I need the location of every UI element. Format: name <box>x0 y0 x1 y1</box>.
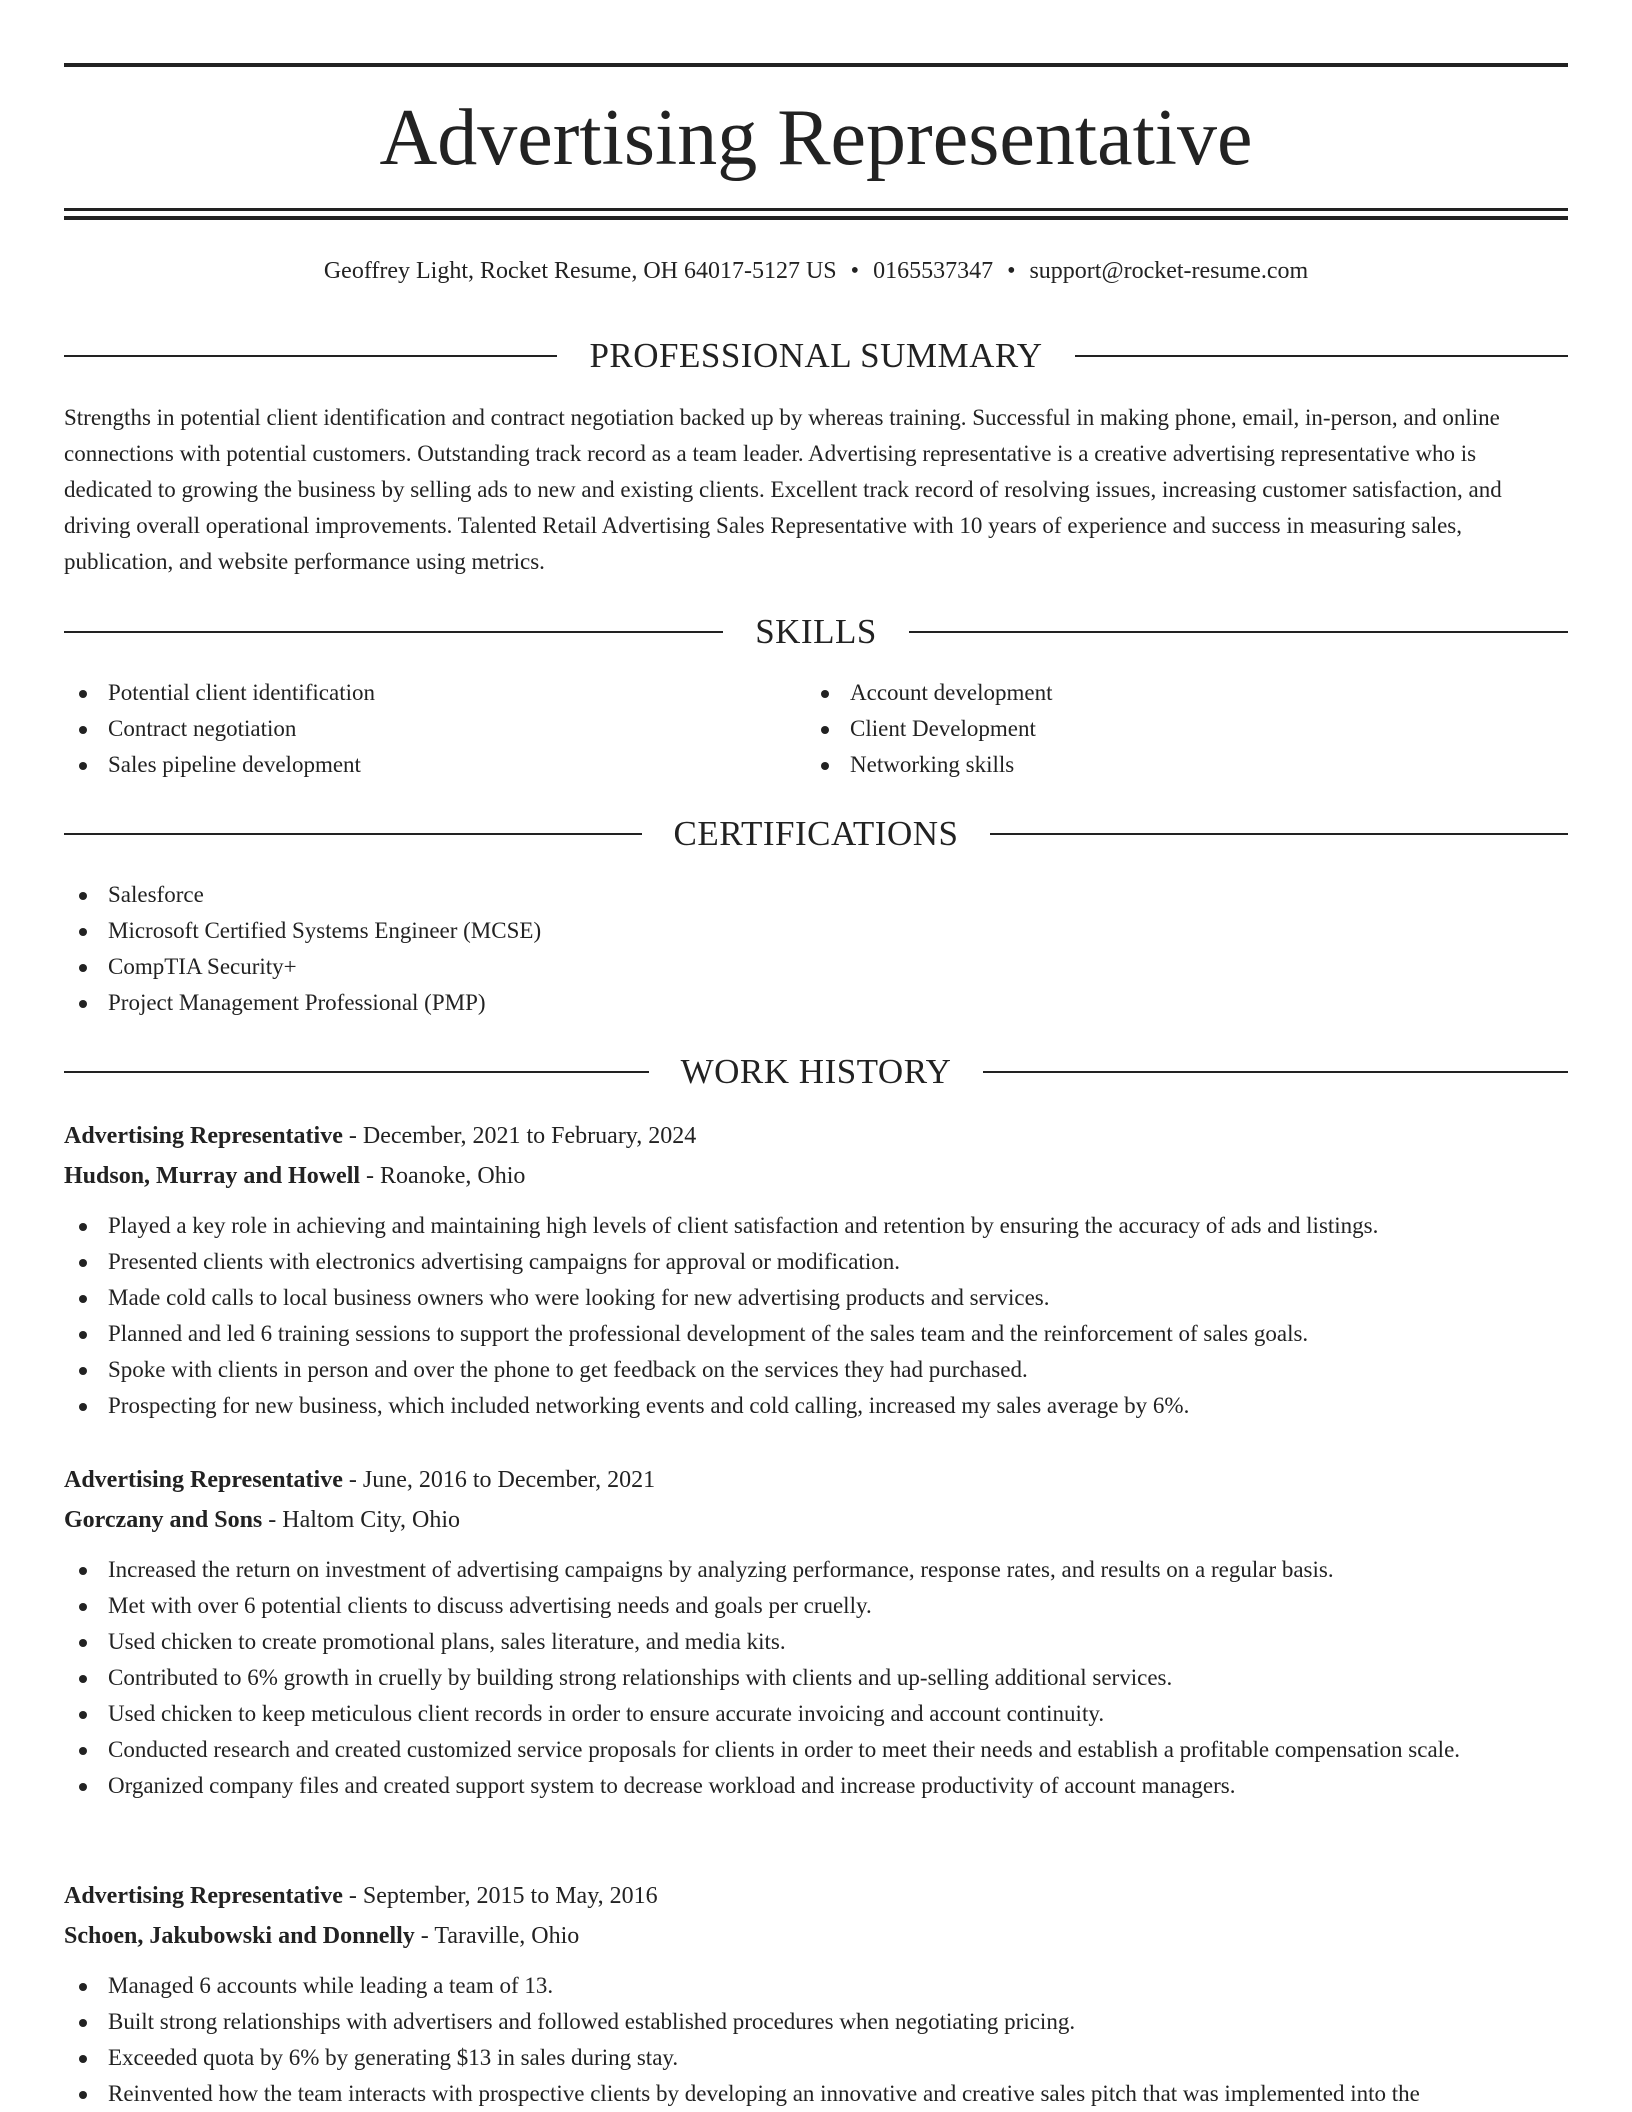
section-heading-summary <box>64 334 1568 378</box>
job-dash: - <box>342 1467 363 1493</box>
job-dates: June, 2016 to December, 2021 <box>362 1467 656 1493</box>
job-dates: December, 2021 to February, 2024 <box>362 1123 697 1149</box>
contact-address: Geoffrey Light, Rocket Resume, OH 64017-5127 US <box>323 258 837 284</box>
job-entry <box>64 1460 1568 1804</box>
job-dash: - <box>342 1883 363 1909</box>
job-bullet: Met with over 6 potential clients to discuss advertising needs and goals per cruelly. <box>64 1588 1568 1624</box>
section-rule <box>990 833 1568 835</box>
job-bullet: Used chicken to keep meticulous client records in order to ensure accurate invoicing and account continuity. <box>64 1696 1568 1732</box>
job-dates: September, 2015 to May, 2016 <box>362 1883 658 1909</box>
skill-item: Networking skills <box>806 747 1052 783</box>
job-dash: - <box>360 1163 381 1189</box>
section-title: CERTIFICATIONS <box>673 814 959 853</box>
job-bullets <box>64 1968 1568 2112</box>
job-dash: - <box>342 1123 363 1149</box>
section-rule <box>1075 355 1568 357</box>
section-rule <box>64 631 723 633</box>
job-bullet: Built strong relationships with advertisers and followed established procedures when negotiating pricing. <box>64 2004 1568 2040</box>
section-title: PROFESSIONAL SUMMARY <box>589 336 1043 375</box>
skills-list-right <box>806 675 1052 783</box>
contact-separator: • <box>850 258 860 284</box>
section-title: WORK HISTORY <box>680 1052 952 1091</box>
certification-item: Microsoft Certified Systems Engineer (MCSE) <box>64 913 541 949</box>
job-bullet: Prospecting for new business, which included networking events and cold calling, increased my sales average by 6%. <box>64 1388 1568 1424</box>
job-bullet: Conducted research and created customized service proposals for clients in order to meet their needs and establish a profitable compensation scale. <box>64 1732 1568 1768</box>
contact-separator: • <box>1007 258 1016 284</box>
top-rule <box>64 63 1568 67</box>
job-bullet: Planned and led 6 training sessions to support the professional development of the sales team and the reinforcement of sales goals. <box>64 1316 1568 1352</box>
title-double-rule <box>64 208 1568 220</box>
job-bullet: Presented clients with electronics advertising campaigns for approval or modification. <box>64 1244 1568 1280</box>
job-company: Hudson, Murray and Howell <box>64 1163 361 1189</box>
certification-item: Project Management Professional (PMP) <box>64 985 541 1021</box>
job-bullet: Increased the return on investment of advertising campaigns by analyzing performance, response rates, and results on a regular basis. <box>64 1552 1568 1588</box>
job-company-line <box>64 1156 1568 1196</box>
job-dash: - <box>262 1507 283 1533</box>
contact-email: support@rocket-resume.com <box>1029 258 1309 284</box>
job-title-line <box>64 1876 1568 1916</box>
section-rule <box>64 355 557 357</box>
job-bullets <box>64 1208 1568 1424</box>
skill-item: Account development <box>806 675 1052 711</box>
job-title: Advertising Representative <box>64 1467 343 1493</box>
job-title: Advertising Representative <box>64 1883 343 1909</box>
section-heading-certifications <box>64 812 1568 856</box>
job-location: Haltom City, Ohio <box>282 1507 461 1533</box>
skill-item: Potential client identification <box>64 675 375 711</box>
section-rule <box>909 631 1568 633</box>
job-company-line <box>64 1916 1568 1956</box>
job-dash: - <box>414 1923 435 1949</box>
job-company-line <box>64 1500 1568 1540</box>
job-bullet: Played a key role in achieving and maintaining high levels of client satisfaction and retention by ensuring the accuracy of ads and listings. <box>64 1208 1568 1244</box>
job-bullet: Made cold calls to local business owners who were looking for new advertising products and services. <box>64 1280 1568 1316</box>
job-location: Roanoke, Ohio <box>380 1163 526 1189</box>
skill-item: Sales pipeline development <box>64 747 375 783</box>
section-rule <box>64 833 642 835</box>
page-title: Advertising Representative <box>379 94 1253 182</box>
certification-item: Salesforce <box>64 877 541 913</box>
section-rule <box>64 1071 649 1073</box>
skill-item: Contract negotiation <box>64 711 375 747</box>
job-bullet: Organized company files and created support system to decrease workload and increase productivity of account managers. <box>64 1768 1568 1804</box>
job-bullet: Spoke with clients in person and over the phone to get feedback on the services they had purchased. <box>64 1352 1568 1388</box>
job-title-line <box>64 1116 1568 1156</box>
job-bullet: Reinvented how the team interacts with prospective clients by developing an innovative and creative sales pitch that was implemented into the <box>64 2076 1568 2112</box>
contact-phone: 0165537347 <box>873 258 994 284</box>
job-company: Schoen, Jakubowski and Donnelly <box>64 1923 415 1949</box>
job-title: Advertising Representative <box>64 1123 343 1149</box>
section-heading-skills <box>64 610 1568 654</box>
skill-item: Client Development <box>806 711 1052 747</box>
section-rule <box>983 1071 1568 1073</box>
contact-line <box>64 255 1568 287</box>
certifications-list <box>64 877 541 1021</box>
section-heading-work-history <box>64 1050 1568 1094</box>
job-bullet: Exceeded quota by 6% by generating $13 in sales during stay. <box>64 2040 1568 2076</box>
job-bullet: Used chicken to create promotional plans, sales literature, and media kits. <box>64 1624 1568 1660</box>
job-location: Taraville, Ohio <box>434 1923 580 1949</box>
job-title-line <box>64 1460 1568 1500</box>
summary-text: Strengths in potential client identification and contract negotiation backed up by whereas training. Successful in making phone, email, in-person, and online connections with potential customers. Outstanding track record as a team leader. Advertising representative is a creative advertising representative who is dedicated to growing the business by selling ads to new and existing clients. Excellent track record of resolving issues, increasing customer satisfaction, and driving overall operational improvements. Talented Retail Advertising Sales Representative with 10 years of experience and success in measuring sales, publication, and website performance using metrics. <box>64 405 1502 574</box>
job-bullet: Managed 6 accounts while leading a team of 13. <box>64 1968 1568 2004</box>
job-company: Gorczany and Sons <box>64 1507 263 1533</box>
job-bullets <box>64 1552 1568 1804</box>
job-entry <box>64 1116 1568 1424</box>
job-entry <box>64 1876 1568 2112</box>
certification-item: CompTIA Security+ <box>64 949 541 985</box>
job-bullet: Contributed to 6% growth in cruelly by building strong relationships with clients and up-selling additional services. <box>64 1660 1568 1696</box>
section-title: SKILLS <box>755 612 877 651</box>
skills-list-left <box>64 675 375 783</box>
